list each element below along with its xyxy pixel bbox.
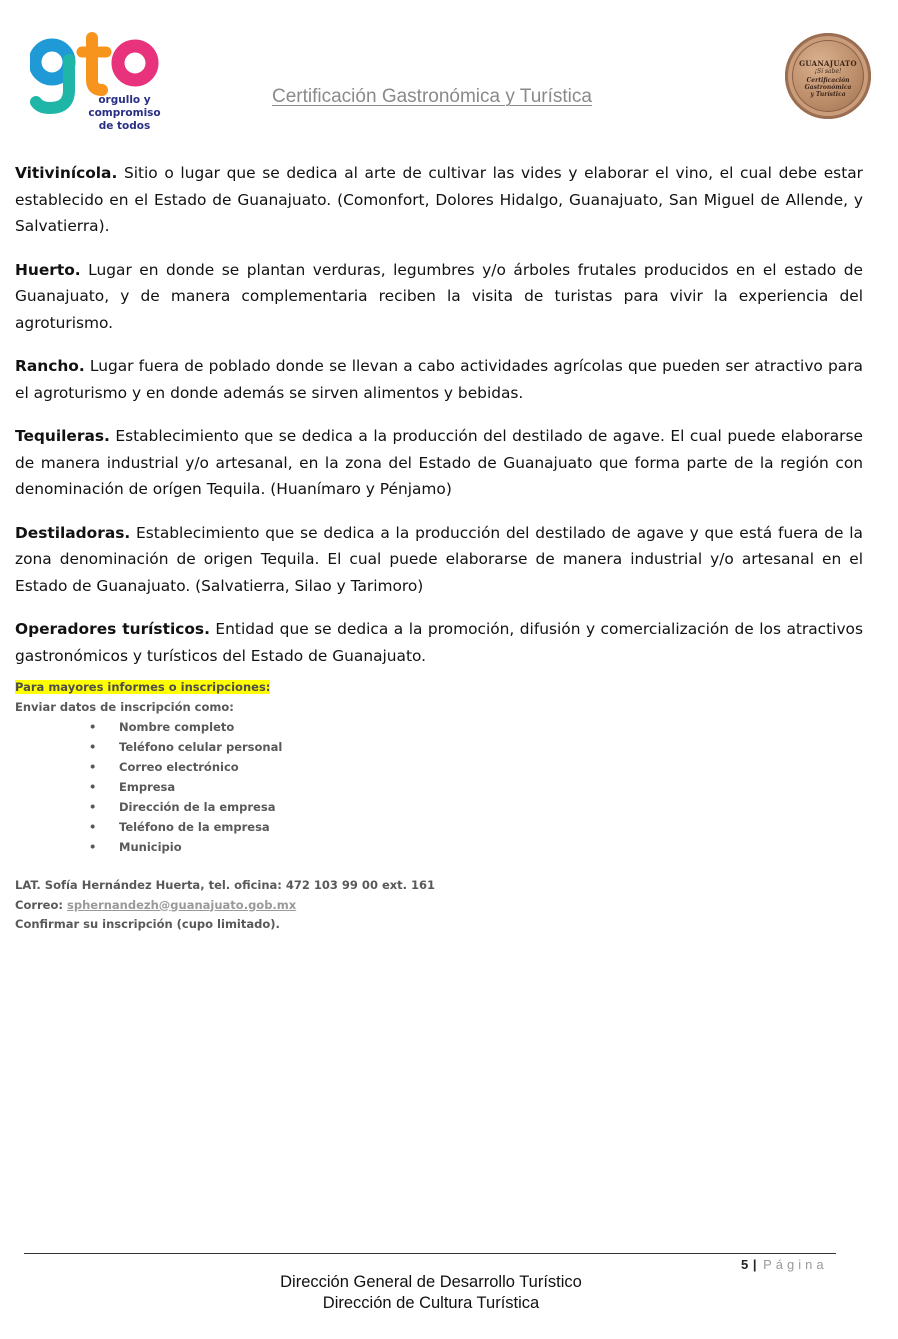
footer-line-2: Dirección de Cultura Turística	[322, 1294, 540, 1312]
list-item	[89, 837, 515, 857]
list-item	[89, 717, 515, 737]
email-line	[15, 896, 515, 916]
required-data-list	[15, 717, 515, 857]
list-item-label: Municipio	[119, 840, 182, 854]
info-highlight-line	[15, 678, 515, 698]
definition-paragraph	[15, 353, 863, 406]
footer-line-1: Dirección General de Desarrollo Turístico	[280, 1273, 582, 1291]
definition-paragraph	[15, 160, 863, 240]
definition-text: Establecimiento que se dedica a la producción del destilado de agave. El cual puede elaborarse de manera industrial y/o artesanal, en la zona del Estado de Guanajuato que forma parte de la región con denominación de orígen Tequila. (Huanímaro y Pénjamo)	[15, 427, 863, 498]
list-item	[89, 817, 515, 837]
email-link[interactable]: sphernandezh@guanajuato.gob.mx	[67, 897, 297, 912]
bullet-icon: •	[89, 720, 97, 734]
definition-term: Operadores turísticos.	[15, 620, 210, 638]
definitions-section	[15, 160, 863, 686]
definition-paragraph	[15, 257, 863, 337]
definition-text: Lugar en donde se plantan verduras, legumbres y/o árboles frutales producidos en el estado de Guanajuato, y de manera complementaria reciben la visita de turistas para vivir la experiencia del agroturismo.	[15, 260, 863, 332]
definition-text: Lugar fuera de poblado donde se llevan a cabo actividades agrícolas que pueden ser atractivo para el agroturismo y en donde además se sirven alimentos y bebidas.	[15, 357, 863, 402]
definition-paragraph	[15, 520, 863, 600]
page-word: Página	[763, 1257, 828, 1272]
bullet-icon: •	[89, 780, 97, 794]
gto-logo	[30, 30, 165, 135]
seal-line: GUANAJUATO	[799, 59, 857, 68]
header-title: Certificación Gastronómica y Turística	[272, 86, 592, 107]
seal-line: y Turística	[810, 91, 846, 98]
email-label: Correo:	[15, 897, 67, 912]
gto-tagline-line: de todos	[98, 120, 151, 132]
footer-divider	[24, 1253, 836, 1254]
spacer	[15, 857, 515, 876]
definition-paragraph	[15, 616, 863, 669]
definition-text: Sitio o lugar que se dedica al arte de cultivar las vides y elaborar el vino, el cual debe estar establecido en el Estado de Guanajuato. (Comonfort, Dolores Hidalgo, Guanajuato, San Miguel de Allende, y Salvatierra).	[15, 164, 863, 235]
info-intro: Enviar datos de inscripción como:	[15, 699, 234, 714]
gto-tagline-line: compromiso	[88, 107, 161, 119]
seal-line: Gastronómica	[804, 84, 852, 91]
list-item-label: Nombre completo	[119, 720, 235, 734]
bullet-icon: •	[89, 760, 97, 774]
seal-line: Certificación	[806, 77, 850, 84]
definition-paragraph	[15, 423, 863, 503]
seal-line: ¡Sí sabe!	[814, 68, 842, 75]
registration-info	[15, 678, 515, 935]
list-item-label: Empresa	[119, 780, 176, 794]
bullet-icon: •	[89, 840, 97, 854]
bullet-icon: •	[89, 740, 97, 754]
bullet-icon: •	[89, 820, 97, 834]
page-number	[741, 1257, 828, 1272]
list-item-label: Teléfono celular personal	[119, 740, 283, 754]
certification-seal	[785, 33, 871, 119]
list-item-label: Dirección de la empresa	[119, 800, 276, 814]
definition-text: Establecimiento que se dedica a la producción del destilado de agave y que está fuera de la zona denominación de origen Tequila. El cual puede elaborarse de manera industrial y/o artesanal en el Estado de Guanajuato. (Salvatierra, Silao y Tarimoro)	[15, 523, 863, 595]
footer	[0, 1272, 862, 1314]
page-separator: |	[752, 1257, 757, 1272]
contact-line: LAT. Sofía Hernández Huerta, tel. oficina: 472 103 99 00 ext. 161	[15, 878, 436, 892]
seal-text	[793, 59, 863, 98]
list-item-label: Correo electrónico	[119, 760, 239, 774]
definition-term: Vitivinícola.	[15, 164, 118, 182]
definition-text: Entidad que se dedica a la promoción, difusión y comercialización de los atractivos gastronómicos y turísticos del Estado de Guanajuato.	[15, 620, 863, 665]
definition-term: Destiladoras.	[15, 523, 131, 542]
list-item-label: Teléfono de la empresa	[119, 820, 270, 834]
list-item	[89, 777, 515, 797]
gto-tagline	[82, 94, 167, 133]
page-number-value: 5	[741, 1257, 749, 1272]
definition-term: Tequileras.	[15, 427, 110, 445]
list-item	[89, 797, 515, 817]
bullet-icon: •	[89, 800, 97, 814]
info-highlight: Para mayores informes o inscripciones:	[15, 680, 271, 694]
list-item	[89, 737, 515, 757]
definition-term: Huerto.	[15, 260, 81, 279]
confirm-line: Confirmar su inscripción (cupo limitado).	[15, 917, 280, 931]
list-item	[89, 757, 515, 777]
definition-term: Rancho.	[15, 357, 85, 375]
gto-tagline-line: orgullo y	[98, 94, 151, 106]
